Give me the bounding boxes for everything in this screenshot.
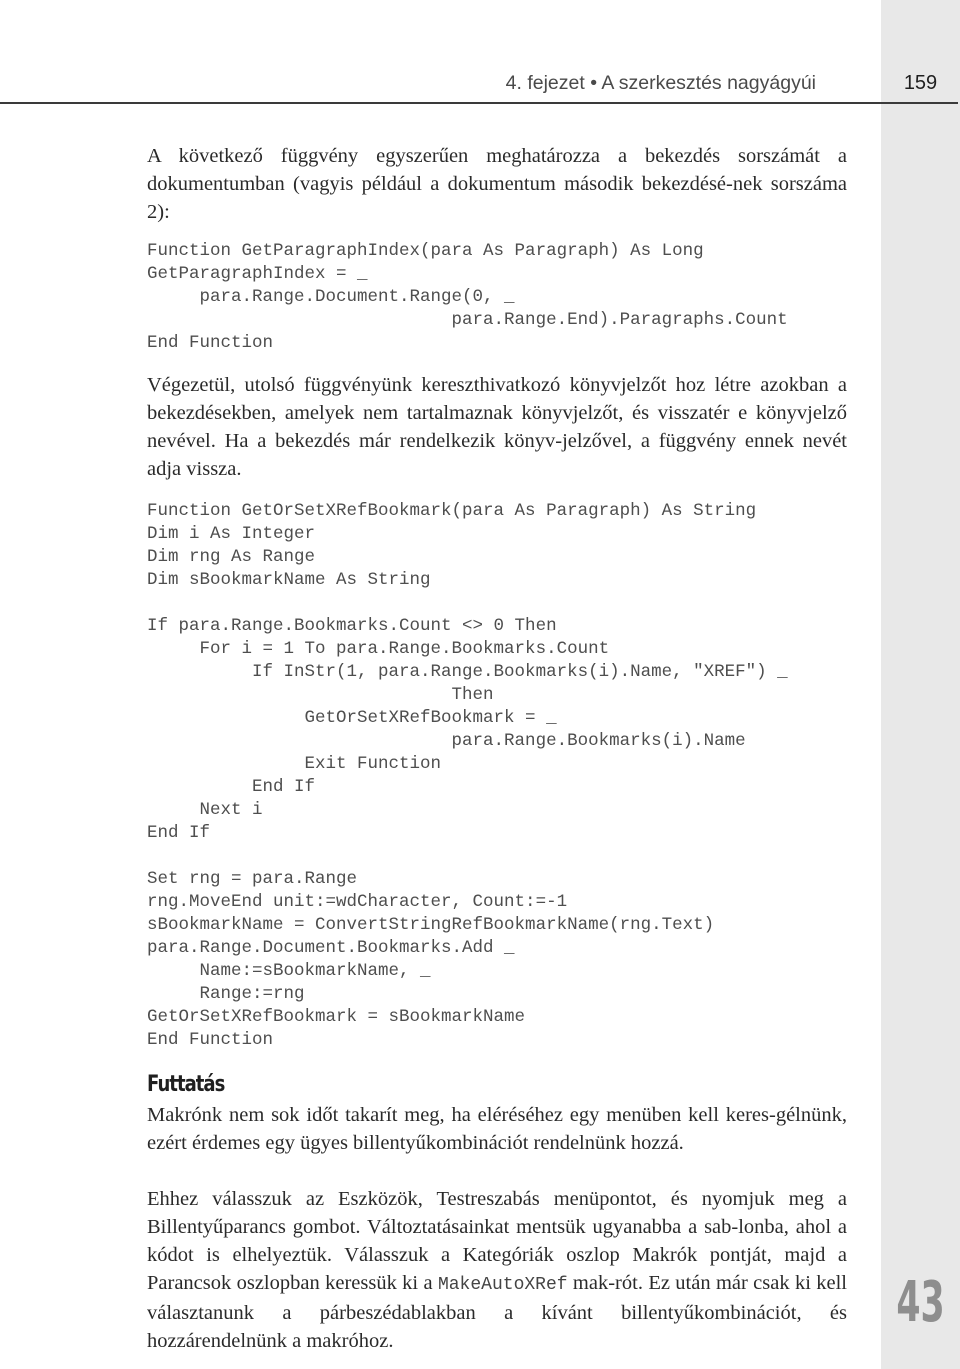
page-header xyxy=(0,66,958,104)
shortcut-text-after: mak-rót. Ez után már csak ki kell választanunk a párbeszédablakban a kívánt billentyűkombinációt, és hozzárendelnünk a makróhoz. xyxy=(147,1272,848,1352)
bookmark-paragraph: Végezetül, utolsó függvényünk kereszthivatkozó könyvjelzőt hoz létre azokban a bekezdésekben, amelyek nem tartalmaznak könyvjelzőt, és visszatér e könyvjelző nevével. Ha a bekezdés már rendelkezik könyv-jelzővel, a függvény ennek nevét adja vissza. xyxy=(147,374,847,480)
page-number: 159 xyxy=(903,72,938,94)
macro-name-code: MakeAutoXRef xyxy=(437,1275,568,1295)
running-head: 4. fejezet • A szerkesztés nagyágyúi xyxy=(505,72,816,94)
intro-paragraph: A következő függvény egyszerűen meghatározza a bekezdés sorszámát a dokumentumban (vagyis például a dokumentum második bekezdésé-nek sorszáma 2): xyxy=(147,145,847,223)
side-tab xyxy=(881,0,960,1369)
shortcut-paragraph xyxy=(147,1185,847,1355)
code-block-get-paragraph-index: Function GetParagraphIndex(para As Paragraph) As Long GetParagraphIndex = _ para.Range.Document.Range(0, _ para.Range.End).Paragraphs.Count End Function xyxy=(147,241,788,353)
run-paragraph: Makrónk nem sok időt takarít meg, ha eléréséhez egy menüben kell keres-gélnünk, ezért érdemes egy ügyes billentyűkombinációt rendelnünk hozzá. xyxy=(147,1104,847,1154)
page-body xyxy=(147,142,847,1355)
section-heading-futtatas: Futtatás xyxy=(147,1072,225,1097)
shortcut-text-before: Ehhez válasszuk az Eszközök, Testreszabás menüpontot, és nyomjuk meg a Billentyűparancs gombot. Változtatásainkat mentsük ugyanabba a sab-lonba, ahol a kódot is elhelyeztük. Válasszuk a Kategóriák oszlop Makrók pontját, majd a Parancsok oszlopban keressük ki a xyxy=(147,1188,847,1294)
code-block-get-or-set-xref-bookmark: Function GetOrSetXRefBookmark(para As Paragraph) As String Dim i As Integer Dim rng As Range Dim sBookmarkName As String If para.Range.Bookmarks.Count <> 0 Then For i = 1 To para.Range.Bookmarks.Count If InStr(1, para.Range.Bookmarks(i).Name, "XREF") _ Then GetOrSetXRefBookmark = _ para.Range.Bookmarks(i).Name Exit Function End If Next i End If Set rng = para.Range rng.MoveEnd unit:=wdCharacter, Count:=-1 sBookmarkName = ConvertStringRefBookmarkName(rng.Text) para.Range.Document.Bookmarks.Add _ Name:=sBookmarkName, _ Range:=rng GetOrSetXRefBookmark = sBookmarkName End Function xyxy=(147,501,788,1050)
chapter-number-mark: 43 xyxy=(896,1270,945,1335)
